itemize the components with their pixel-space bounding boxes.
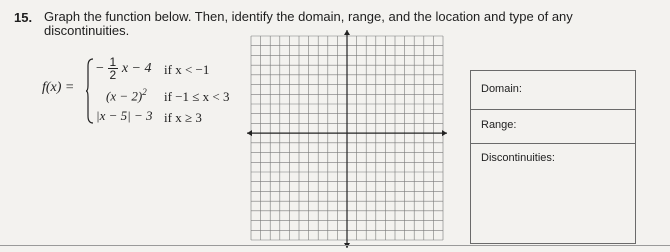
piece-2 [106,87,147,104]
y-axis-up-arrow-icon [344,30,350,35]
discontinuities-row[interactable] [471,144,635,243]
left-brace-icon [86,58,94,124]
range-label: Range: [481,119,517,131]
piece-1-sign: − [96,60,104,76]
axes [247,30,447,248]
fraction-denominator: 2 [109,68,117,82]
question-text: Graph the function below. Then, identify the domain, range, and the location and type of any discontinuities. [44,9,573,38]
page-divider [0,245,670,246]
piece-2-exponent: 2 [142,87,147,97]
discontinuities-label: Discontinuities: [481,152,555,164]
piece-1-fraction [108,56,119,81]
fraction-numerator: 1 [109,55,117,69]
function-lhs: f(x) = [42,80,75,95]
answer-box [470,70,636,244]
coordinate-grid[interactable] [247,30,447,248]
domain-label: Domain: [481,83,522,95]
x-axis-right-arrow-icon [442,130,447,136]
x-axis-left-arrow-icon [247,130,252,136]
piece-3-condition: if x ≥ 3 [164,110,202,125]
piece-2-condition: if −1 ≤ x < 3 [164,89,230,104]
range-row[interactable] [471,109,635,144]
domain-row[interactable] [471,71,635,110]
piece-1-expr: x − 4 [121,60,152,76]
piece-1-condition: if x < −1 [164,62,210,77]
question-number: 15. [14,10,33,25]
piece-1 [96,56,152,81]
piece-3-expr: |x − 5| − 3 [96,108,153,123]
piece-2-expr: (x − 2) [106,88,143,104]
